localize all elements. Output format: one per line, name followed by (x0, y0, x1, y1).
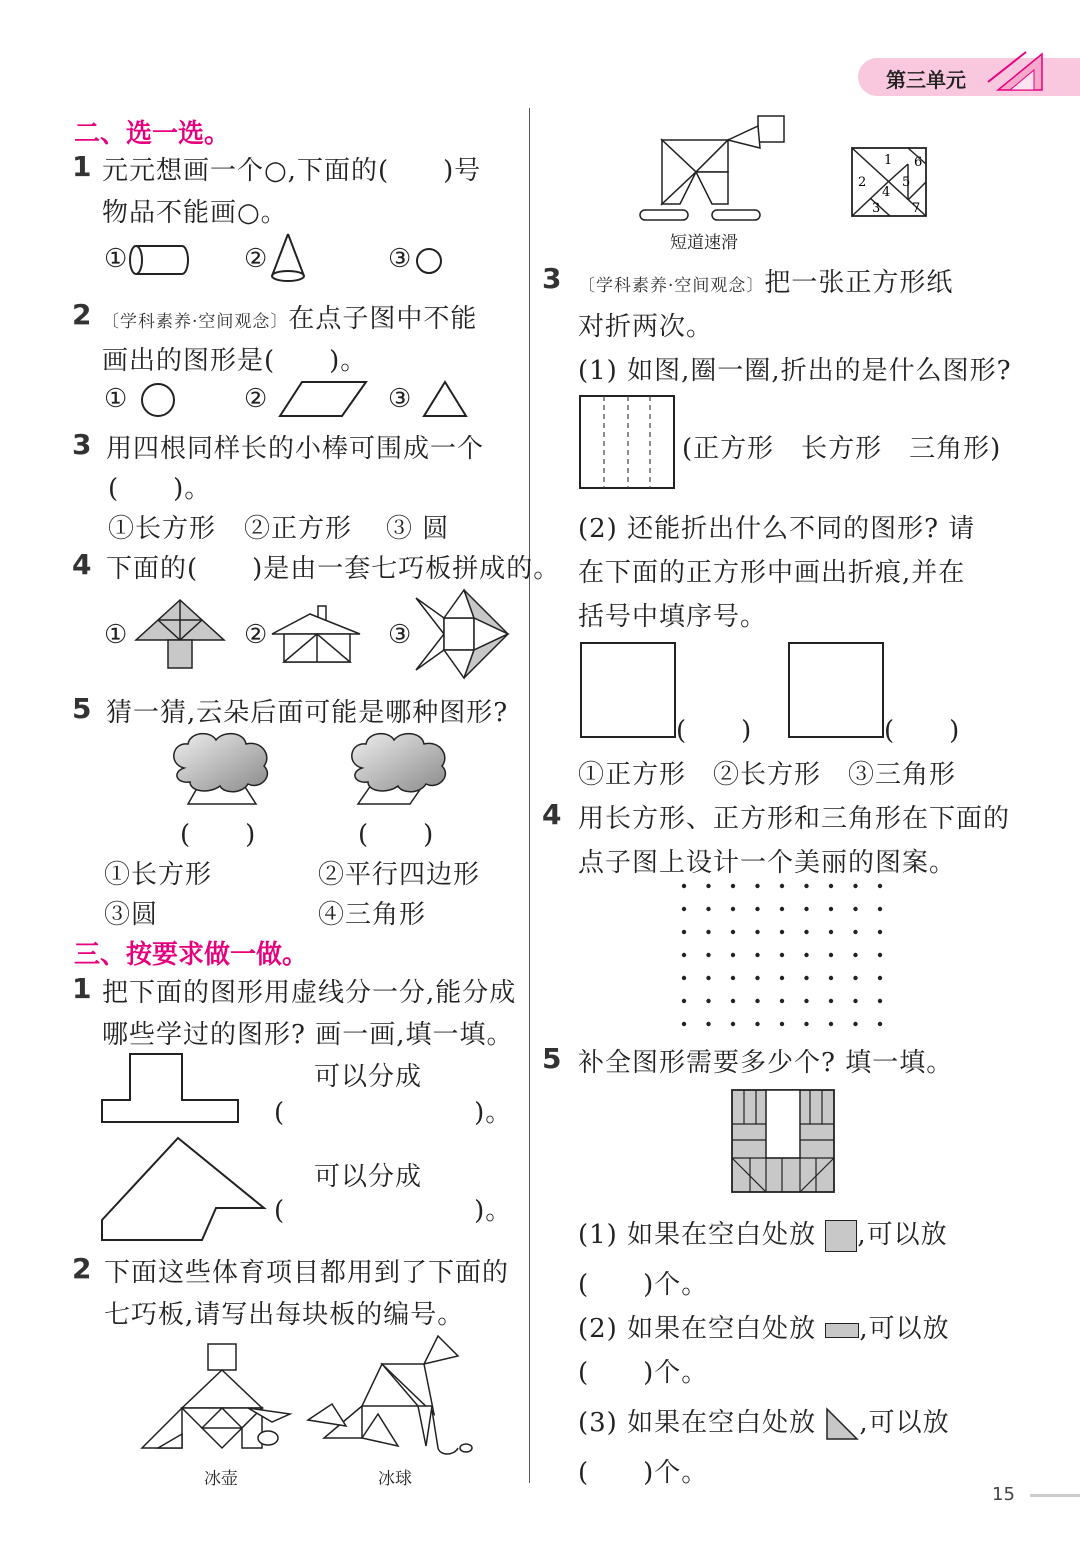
s3-q4-number: 4 (542, 798, 562, 831)
s3-q3-part2-line1: (2) 还能折出什么不同的图形? 请 (578, 514, 976, 544)
s2-q5-text: 猜一猜,云朵后面可能是哪种图形? (106, 698, 509, 728)
grid-dot (780, 953, 784, 957)
cone-shape (268, 232, 308, 284)
sphere-shape (414, 246, 444, 276)
s2-q2-text-line2: 画出的图形是( )。 (102, 346, 368, 376)
grid-dot (682, 930, 686, 934)
grid-dot (706, 1022, 710, 1026)
unit-tab (858, 58, 1080, 96)
ruler-triangle-icon (986, 52, 1046, 96)
s3-q5-part3-post: ,可以放 (859, 1408, 950, 1438)
grid-dot (853, 884, 857, 888)
s2-q2-text-line1: 在点子图中不能 (288, 304, 478, 334)
s3-q1-can-split-2: 可以分成 (314, 1162, 423, 1192)
grid-dot (804, 1022, 808, 1026)
grid-dot (706, 953, 710, 957)
grid-dot (755, 953, 759, 957)
s2-q4-option2: ② (244, 620, 269, 650)
grid-dot (706, 976, 710, 980)
s3-q5-part1 (578, 1214, 948, 1252)
grid-dot (731, 884, 735, 888)
s3-q5-part3 (578, 1402, 950, 1441)
unit-label: 第三单元 (886, 68, 966, 92)
grid-dot (706, 907, 710, 911)
s2-q4-number: 4 (72, 548, 92, 581)
tangram-house-figure (270, 604, 362, 664)
s2-q5-option1: ①长方形 (104, 860, 213, 890)
arrow-shape-figure (100, 1136, 266, 1242)
grid-dot (829, 907, 833, 911)
small-square-icon (825, 1220, 857, 1252)
page-number: 15 (992, 1484, 1015, 1505)
s3-q5-text: 补全图形需要多少个? 填一填。 (578, 1048, 954, 1078)
s2-q2-line1 (102, 298, 477, 335)
grid-dot (706, 884, 710, 888)
tangram-number-7: 7 (912, 201, 921, 216)
s3-q5-blank2[interactable]: ( )个。 (578, 1358, 709, 1388)
grid-dot (755, 884, 759, 888)
s2-q2-option1: ① (104, 384, 129, 414)
grid-dot (829, 930, 833, 934)
grid-dot (804, 884, 808, 888)
s3-q3-choices[interactable]: (正方形 长方形 三角形) (682, 434, 1002, 464)
curling-caption: 冰壶 (204, 1469, 238, 1489)
grid-dot (878, 976, 882, 980)
cloud-over-trapezoid-figure (170, 732, 274, 808)
column-divider (529, 108, 530, 1483)
grid-dot (878, 953, 882, 957)
grid-dot (780, 930, 784, 934)
triangle-shape (422, 380, 468, 418)
grid-dot (755, 930, 759, 934)
s3-q3-options: ①正方形 ②长方形 ③三角形 (578, 760, 957, 790)
grid-dot (804, 999, 808, 1003)
tangram-number-4: 4 (882, 185, 891, 200)
s2-q2-tag: 〔学科素养·空间观念〕 (102, 312, 289, 332)
grid-dot (755, 976, 759, 980)
section-3-title: 三、按要求做一做。 (74, 940, 309, 970)
s2-q1-option1: ① (104, 244, 129, 274)
skating-tangram-figure (632, 114, 788, 226)
grid-dot (682, 953, 686, 957)
grid-dot (829, 953, 833, 957)
grid-dot (780, 884, 784, 888)
grid-dot (780, 999, 784, 1003)
t-shape-figure (100, 1052, 240, 1124)
skating-caption: 短道速滑 (670, 233, 738, 253)
s3-q5-part1-pre: (1) 如果在空白处放 (578, 1220, 817, 1250)
s3-q1-text-line1: 把下面的图形用虚线分一分,能分成 (102, 978, 517, 1008)
section-2-title: 二、选一选。 (74, 119, 231, 149)
s2-q3-number: 3 (72, 428, 92, 461)
grid-dot (878, 884, 882, 888)
s2-q4-option1: ① (104, 620, 129, 650)
s2-q4-text: 下面的( )是由一套七巧板拼成的。 (106, 554, 561, 584)
s3-q3-text-line1: 把一张正方形纸 (764, 268, 954, 298)
curling-tangram-figure (140, 1342, 294, 1462)
s3-q1-blank-2[interactable]: ( )。 (274, 1196, 513, 1226)
grid-dot (829, 999, 833, 1003)
grid-dot (878, 930, 882, 934)
grid-dot (780, 907, 784, 911)
grid-dot (755, 1022, 759, 1026)
s2-q5-option2: ②平行四边形 (318, 860, 481, 890)
small-rectangle-icon (825, 1323, 859, 1338)
s3-q1-can-split-1: 可以分成 (314, 1062, 423, 1092)
cylinder-shape (128, 244, 190, 276)
s3-q3-number: 3 (542, 262, 562, 295)
grid-dot (755, 999, 759, 1003)
parallelogram-shape (278, 380, 368, 418)
hockey-tangram-figure (306, 1334, 476, 1462)
s2-q3-option3: ③ 圆 (386, 514, 450, 544)
tangram-tree-figure (132, 598, 228, 672)
grid-dot (706, 930, 710, 934)
s3-q3-part1: (1) 如图,圈一圈,折出的是什么图形? (578, 356, 1012, 386)
fold-square-1[interactable] (580, 642, 676, 738)
grid-dot (804, 930, 808, 934)
grid-dot (682, 907, 686, 911)
s2-q2-option3: ③ (388, 384, 413, 414)
grid-dot (780, 976, 784, 980)
grid-dot (804, 907, 808, 911)
s3-q1-blank-1[interactable]: ( )。 (274, 1098, 513, 1128)
grid-dot (682, 976, 686, 980)
grid-dot (731, 999, 735, 1003)
s3-q5-part3-pre: (3) 如果在空白处放 (578, 1408, 817, 1438)
grid-dot (731, 953, 735, 957)
grid-dot (682, 999, 686, 1003)
s2-q5-blank2[interactable]: ( ) (358, 820, 435, 850)
fold-square-2[interactable] (788, 642, 884, 738)
dot-grid[interactable] (680, 882, 886, 1030)
grid-dot (878, 999, 882, 1003)
s3-q5-part1-post: ,可以放 (857, 1220, 948, 1250)
s2-q5-option3: ③圆 (104, 900, 159, 930)
s2-q2-number: 2 (72, 298, 92, 331)
s3-q5-blank1[interactable]: ( )个。 (578, 1270, 709, 1300)
s3-q5-blank3[interactable]: ( )个。 (578, 1458, 709, 1488)
s2-q1-text-line2: 物品不能画○。 (102, 198, 288, 228)
s3-q3-tag: 〔学科素养·空间观念〕 (578, 276, 765, 296)
grid-dot (682, 1022, 686, 1026)
s2-q1-number: 1 (72, 150, 92, 183)
grid-dot (731, 907, 735, 911)
grid-dot (706, 999, 710, 1003)
grid-dot (755, 907, 759, 911)
s3-q1-text-line2: 哪些学过的图形? 画一画,填一填。 (102, 1020, 514, 1050)
cloud-over-parallelogram-figure (348, 732, 452, 808)
page-number-rule (1030, 1494, 1080, 1497)
s3-q2-text-line2: 七巧板,请写出每块板的编号。 (104, 1300, 465, 1330)
s3-q2-number: 2 (72, 1252, 92, 1285)
tangram-number-3: 3 (872, 201, 881, 216)
s3-q3-line1 (578, 262, 953, 299)
grid-dot (853, 976, 857, 980)
grid-dot (731, 930, 735, 934)
s3-q5-part2 (578, 1308, 950, 1345)
folded-paper-square (578, 394, 676, 490)
grid-dot (682, 884, 686, 888)
grid-dot (829, 884, 833, 888)
s2-q2-option2: ② (244, 384, 269, 414)
s3-q5-part2-pre: (2) 如果在空白处放 (578, 1314, 817, 1344)
s3-q3-part2-line3: 括号中填序号。 (578, 602, 768, 632)
s3-q3-blank2[interactable]: ( ) (884, 716, 961, 746)
s2-q5-option4: ④三角形 (318, 900, 427, 930)
tangram-reference-square (850, 146, 928, 218)
tangram-fish-figure (414, 588, 512, 680)
s3-q3-text-line2: 对折两次。 (578, 312, 714, 342)
grid-dot (829, 976, 833, 980)
small-triangle-icon (825, 1407, 859, 1441)
grid-dot (804, 976, 808, 980)
grid-dot (853, 930, 857, 934)
s3-q5-number: 5 (542, 1042, 562, 1075)
grid-dot (731, 1022, 735, 1026)
grid-dot (804, 953, 808, 957)
s3-q5-part2-post: ,可以放 (859, 1314, 950, 1344)
grid-dot (853, 907, 857, 911)
grid-dot (853, 999, 857, 1003)
hockey-caption: 冰球 (378, 1469, 412, 1489)
grid-dot (878, 1022, 882, 1026)
s2-q1-text-line1: 元元想画一个○,下面的( )号 (102, 156, 482, 186)
grid-dot (878, 907, 882, 911)
s3-q3-blank1[interactable]: ( ) (676, 716, 753, 746)
circle-shape (138, 382, 178, 418)
s2-q4-option3: ③ (388, 620, 413, 650)
s3-q1-number: 1 (72, 972, 92, 1005)
s3-q4-text-line1: 用长方形、正方形和三角形在下面的 (578, 804, 1011, 834)
incomplete-tile-figure (730, 1088, 836, 1194)
tangram-number-1: 1 (884, 153, 893, 168)
s2-q3-option2: ②正方形 (244, 514, 353, 544)
grid-dot (853, 1022, 857, 1026)
s2-q5-blank1[interactable]: ( ) (180, 820, 257, 850)
s2-q3-option1: ①长方形 (108, 514, 217, 544)
s3-q2-text-line1: 下面这些体育项目都用到了下面的 (104, 1258, 510, 1288)
tangram-number-5: 5 (902, 175, 911, 190)
s2-q5-number: 5 (72, 692, 92, 725)
grid-dot (829, 1022, 833, 1026)
tangram-number-2: 2 (858, 175, 867, 190)
s3-q4-text-line2: 点子图上设计一个美丽的图案。 (578, 848, 957, 878)
s2-q1-option3: ③ (388, 244, 413, 274)
grid-dot (780, 1022, 784, 1026)
s2-q3-text-line2: ( )。 (108, 474, 212, 504)
tangram-number-6: 6 (914, 155, 923, 170)
s2-q3-text-line1: 用四根同样长的小棒可围成一个 (106, 434, 485, 464)
grid-dot (731, 976, 735, 980)
grid-dot (853, 953, 857, 957)
s3-q3-part2-line2: 在下面的正方形中画出折痕,并在 (578, 558, 966, 588)
s2-q1-option2: ② (244, 244, 269, 274)
